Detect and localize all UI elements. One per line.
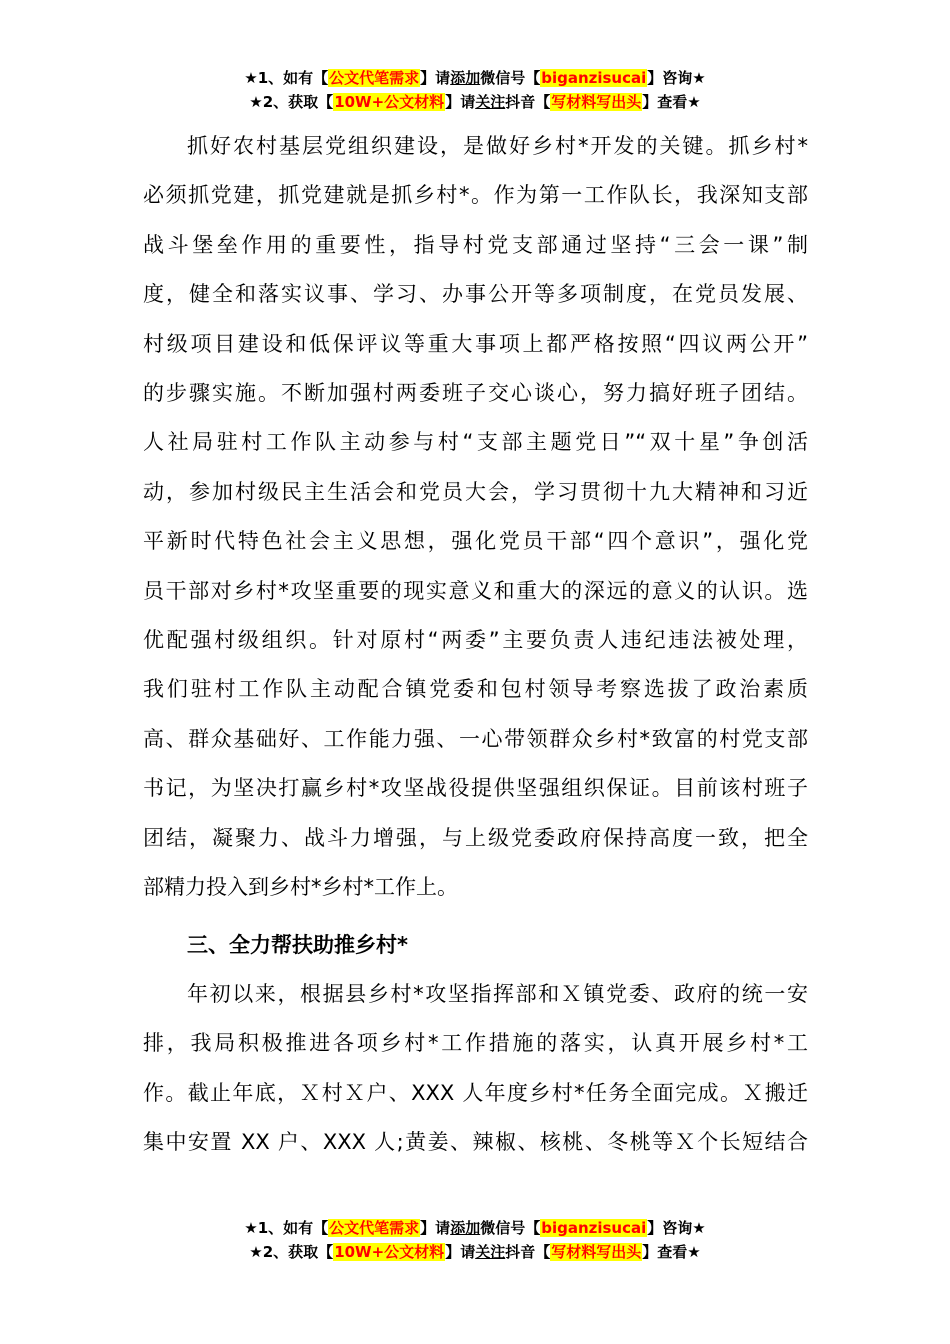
text-line: 员干部对乡村*攻坚重要的现实意义和重大的深远的意义的认识。选 (143, 578, 808, 603)
banner-highlight-douyin: 写材料写出头 (551, 93, 642, 111)
text-line: 必须抓党建，抓党建就是抓乡村*。作为第一工作队长，我深知支部 (143, 183, 808, 208)
banner-highlight-wechat: biganzisucai (541, 1219, 647, 1237)
banner-highlight-douyin: 写材料写出头 (551, 1243, 642, 1261)
text-line: 作。截止年底，Ｘ村Ｘ户、XXX 人年度乡村*任务全面完成。Ｘ搬迁 (143, 1080, 808, 1105)
text-line: 人社局驻村工作队主动参与村“支部主题党日”“双十星”争创活 (143, 430, 808, 455)
text-line: 度，健全和落实议事、学习、办事公开等多项制度，在党员发展、 (143, 282, 808, 307)
banner-highlight: 公文代笔需求 (329, 1219, 420, 1237)
banner-text: 】请 (420, 69, 451, 87)
text-line: 村级项目建设和低保评议等重大事项上都严格按照“四议两公开” (143, 331, 808, 356)
banner-text: 】请 (445, 93, 476, 111)
paragraph-1 (143, 122, 808, 913)
text-line: 优配强村级组织。针对原村“两委”主要负责人违纪违法被处理， (143, 628, 808, 653)
text-line: 书记，为坚决打赢乡村*攻坚战役提供坚强组织保证。目前该村班子 (143, 776, 808, 801)
banner-underline: 添加 (450, 1219, 481, 1237)
section-heading: 三、全力帮扶助推乡村* (187, 932, 408, 957)
banner-text: 】咨询★ (647, 1219, 706, 1237)
banner-highlight: 10W+公文材料 (334, 1243, 445, 1261)
text-line: 战斗堡垒作用的重要性，指导村党支部通过坚持“三会一课”制 (143, 232, 808, 257)
text-line: 的步骤实施。不断加强村两委班子交心谈心，努力搞好班子团结。 (143, 381, 808, 406)
banner-text: 】请 (445, 1243, 476, 1261)
banner-line-2 (0, 90, 950, 114)
banner-line-1 (0, 66, 950, 90)
text-line: 团结，凝聚力、战斗力增强，与上级党委政府保持高度一致，把全 (143, 825, 808, 850)
banner-highlight: 10W+公文材料 (334, 93, 445, 111)
banner-text: 微信号【 (480, 1219, 541, 1237)
text-line: 年初以来，根据县乡村*攻坚指挥部和Ｘ镇党委、政府的统一安 (187, 981, 808, 1006)
banner-line-2 (0, 1240, 950, 1264)
banner-underline: 添加 (450, 69, 481, 87)
text-line: 平新时代特色社会主义思想，强化党员干部“四个意识”，强化党 (143, 529, 808, 554)
text-line: 排，我局积极推进各项乡村*工作措施的落实，认真开展乡村*工 (143, 1031, 808, 1056)
text-line: 抓好农村基层党组织建设，是做好乡村*开发的关键。抓乡村* (187, 134, 808, 158)
text-line: 动，参加村级民主生活会和党员大会，学习贯彻十九大精神和习近 (143, 479, 808, 504)
header-banner (0, 66, 950, 114)
banner-text: 抖音【 (505, 1243, 551, 1261)
banner-text: ★1、如有【 (244, 1219, 329, 1237)
text-line: 高、群众基础好、工作能力强、一心带领群众乡村*致富的村党支部 (143, 726, 808, 751)
banner-highlight-wechat: biganzisucai (541, 69, 647, 87)
banner-text: 抖音【 (505, 93, 551, 111)
text-line: 我们驻村工作队主动配合镇党委和包村领导考察选拔了政治素质 (143, 677, 808, 702)
banner-text: 微信号【 (480, 69, 541, 87)
banner-text: 】查看★ (642, 1243, 701, 1261)
text-line: 集中安置 XX 户、XXX 人;黄姜、辣椒、核桃、冬桃等Ｘ个长短结合 (143, 1130, 808, 1155)
banner-text: 】请 (420, 1219, 451, 1237)
footer-banner (0, 1216, 950, 1264)
banner-text: ★1、如有【 (244, 69, 329, 87)
banner-line-1 (0, 1216, 950, 1240)
document-body (143, 122, 808, 1168)
banner-text: ★2、获取【 (249, 93, 334, 111)
paragraph-2 (143, 970, 808, 1168)
banner-text: ★2、获取【 (249, 1243, 334, 1261)
banner-highlight: 公文代笔需求 (329, 69, 420, 87)
text-line: 部精力投入到乡村*乡村*工作上。 (143, 875, 458, 900)
banner-text: 】咨询★ (647, 69, 706, 87)
banner-underline: 关注 (475, 93, 506, 111)
banner-underline: 关注 (475, 1243, 506, 1261)
banner-text: 】查看★ (642, 93, 701, 111)
